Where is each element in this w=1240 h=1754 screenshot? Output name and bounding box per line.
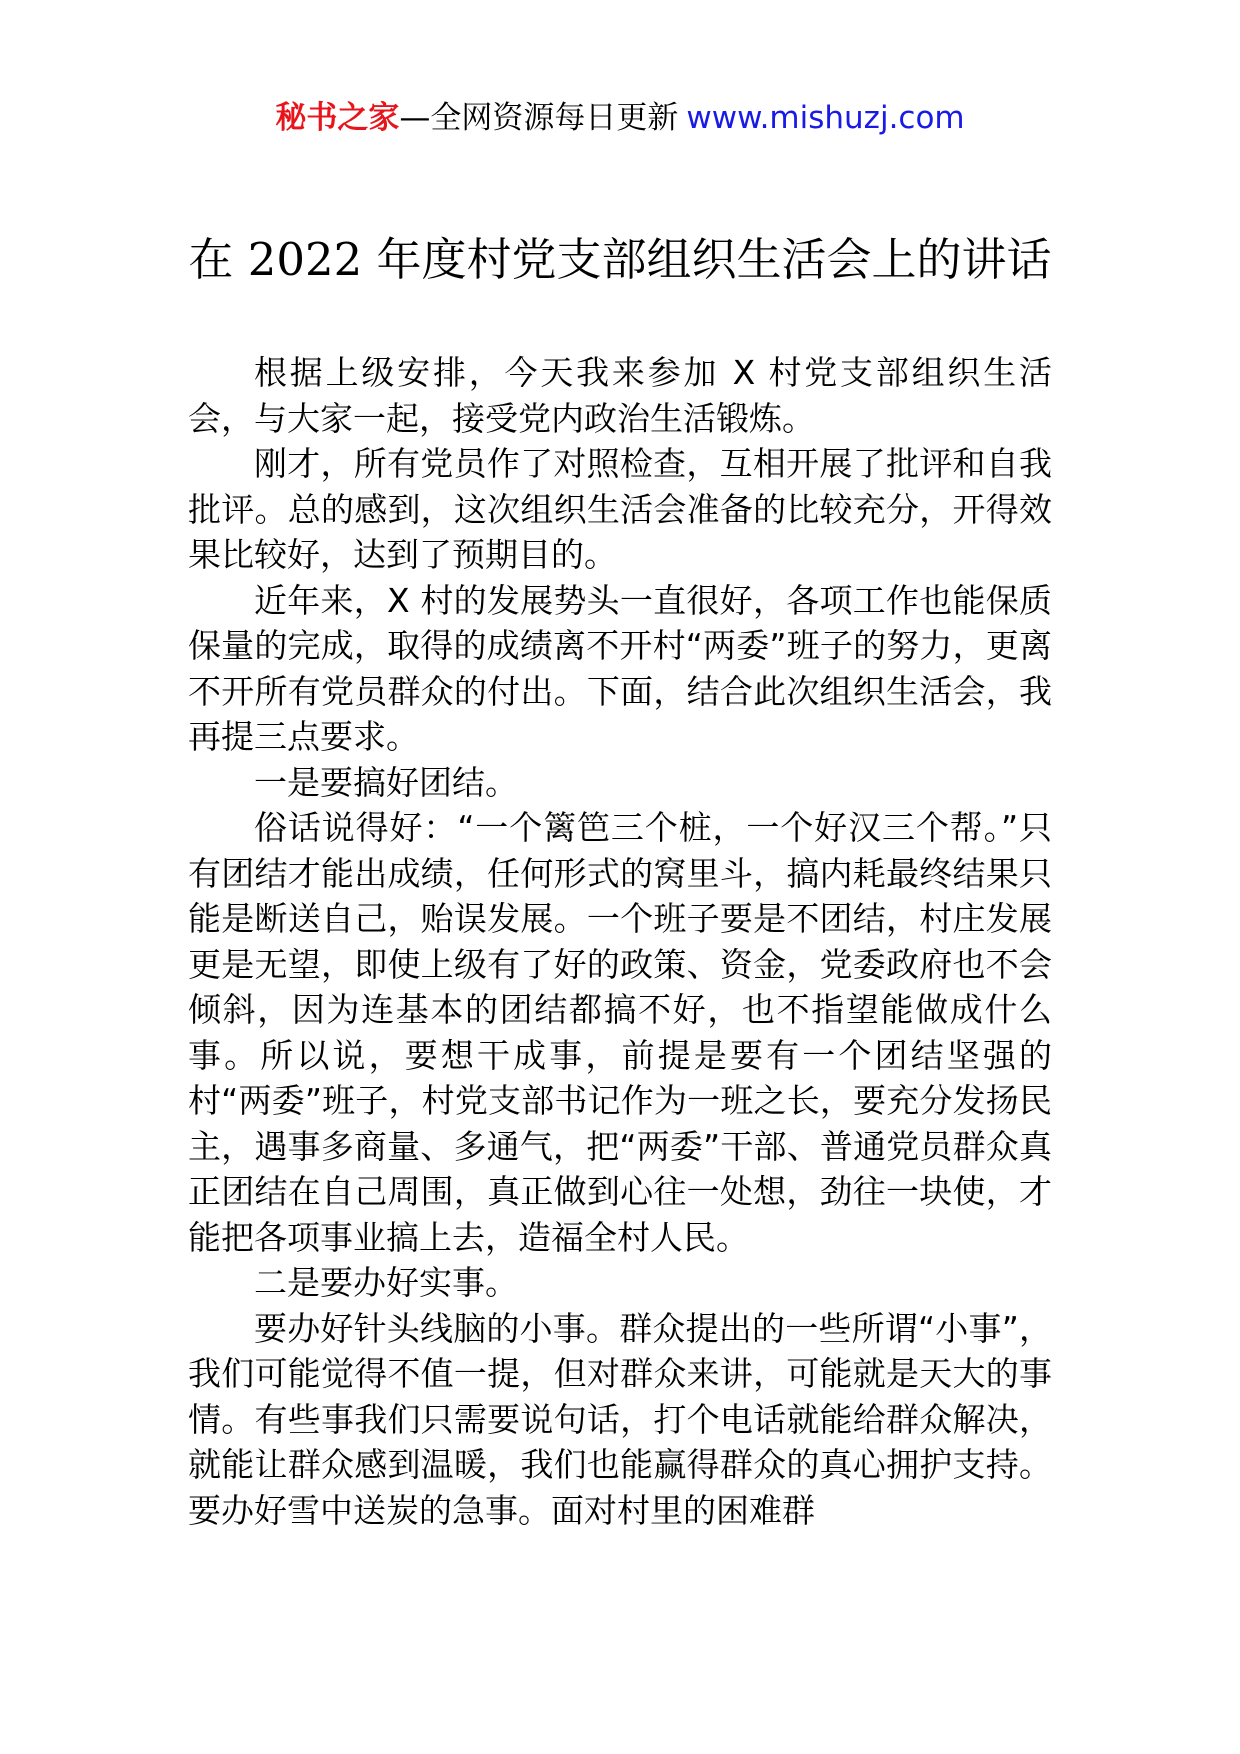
section-heading: 二是要办好实事。 <box>254 1263 518 1302</box>
section-heading: 一是要搞好团结。 <box>254 762 518 802</box>
paragraph: 刚才，所有党员作了对照检查，互相开展了批评和自我批评。总的感到，这次组织生活会准备的比较充分，开得效果比较好，达到了预期目的。 <box>188 444 1052 574</box>
paragraph: 要办好针头线脑的小事。群众提出的一些所谓“小事”，我们可能觉得不值一提，但对群众来讲，可能就是天大的事情。有些事我们只需要说句话，打个电话就能给群众解决，就能让群众感到温暖，我们也能赢得群众的真心拥护支持。要办好雪中送炭的急事。面对村里的困难群 <box>188 1308 1052 1530</box>
brand-name: 秘书之家 <box>275 100 400 136</box>
paragraph: 根据上级安排，今天我来参加 X 村党支部组织生活会，与大家一起，接受党内政治生活锻炼。 <box>188 353 1052 438</box>
site-header <box>0 98 1240 138</box>
paragraph: 俗话说得好：“一个篱笆三个桩，一个好汉三个帮。”只有团结才能出成绩，任何形式的窝里斗，搞内耗最终结果只能是断送自己，贻误发展。一个班子要是不团结，村庄发展更是无望，即使上级有了好的政策、资金，党委政府也不会倾斜，因为连基本的团结都搞不好，也不指望能做成什么事。所以说，要想干成事，前提是要有一个团结坚强的村“两委”班子，村党支部书记作为一班之长，要充分发扬民主，遇事多商量、多通气，把“两委”干部、普通党员群众真正团结在自己周围，真正做到心往一处想，劲往一块使，才能把各项事业搞上去，造福全村人民。 <box>188 808 1052 1257</box>
document-title: 在 2022 年度村党支部组织生活会上的讲话 <box>188 233 1052 286</box>
site-url-link[interactable]: www.mishuzj.com <box>686 100 965 136</box>
paragraph: 近年来，X 村的发展势头一直很好，各项工作也能保质保量的完成，取得的成绩离不开村“两委”班子的努力，更离不开所有党员群众的付出。下面，结合此次组织生活会，我再提三点要求。 <box>188 580 1052 756</box>
document-body <box>188 350 1052 1533</box>
header-slogan: —全网资源每日更新 <box>399 100 679 136</box>
